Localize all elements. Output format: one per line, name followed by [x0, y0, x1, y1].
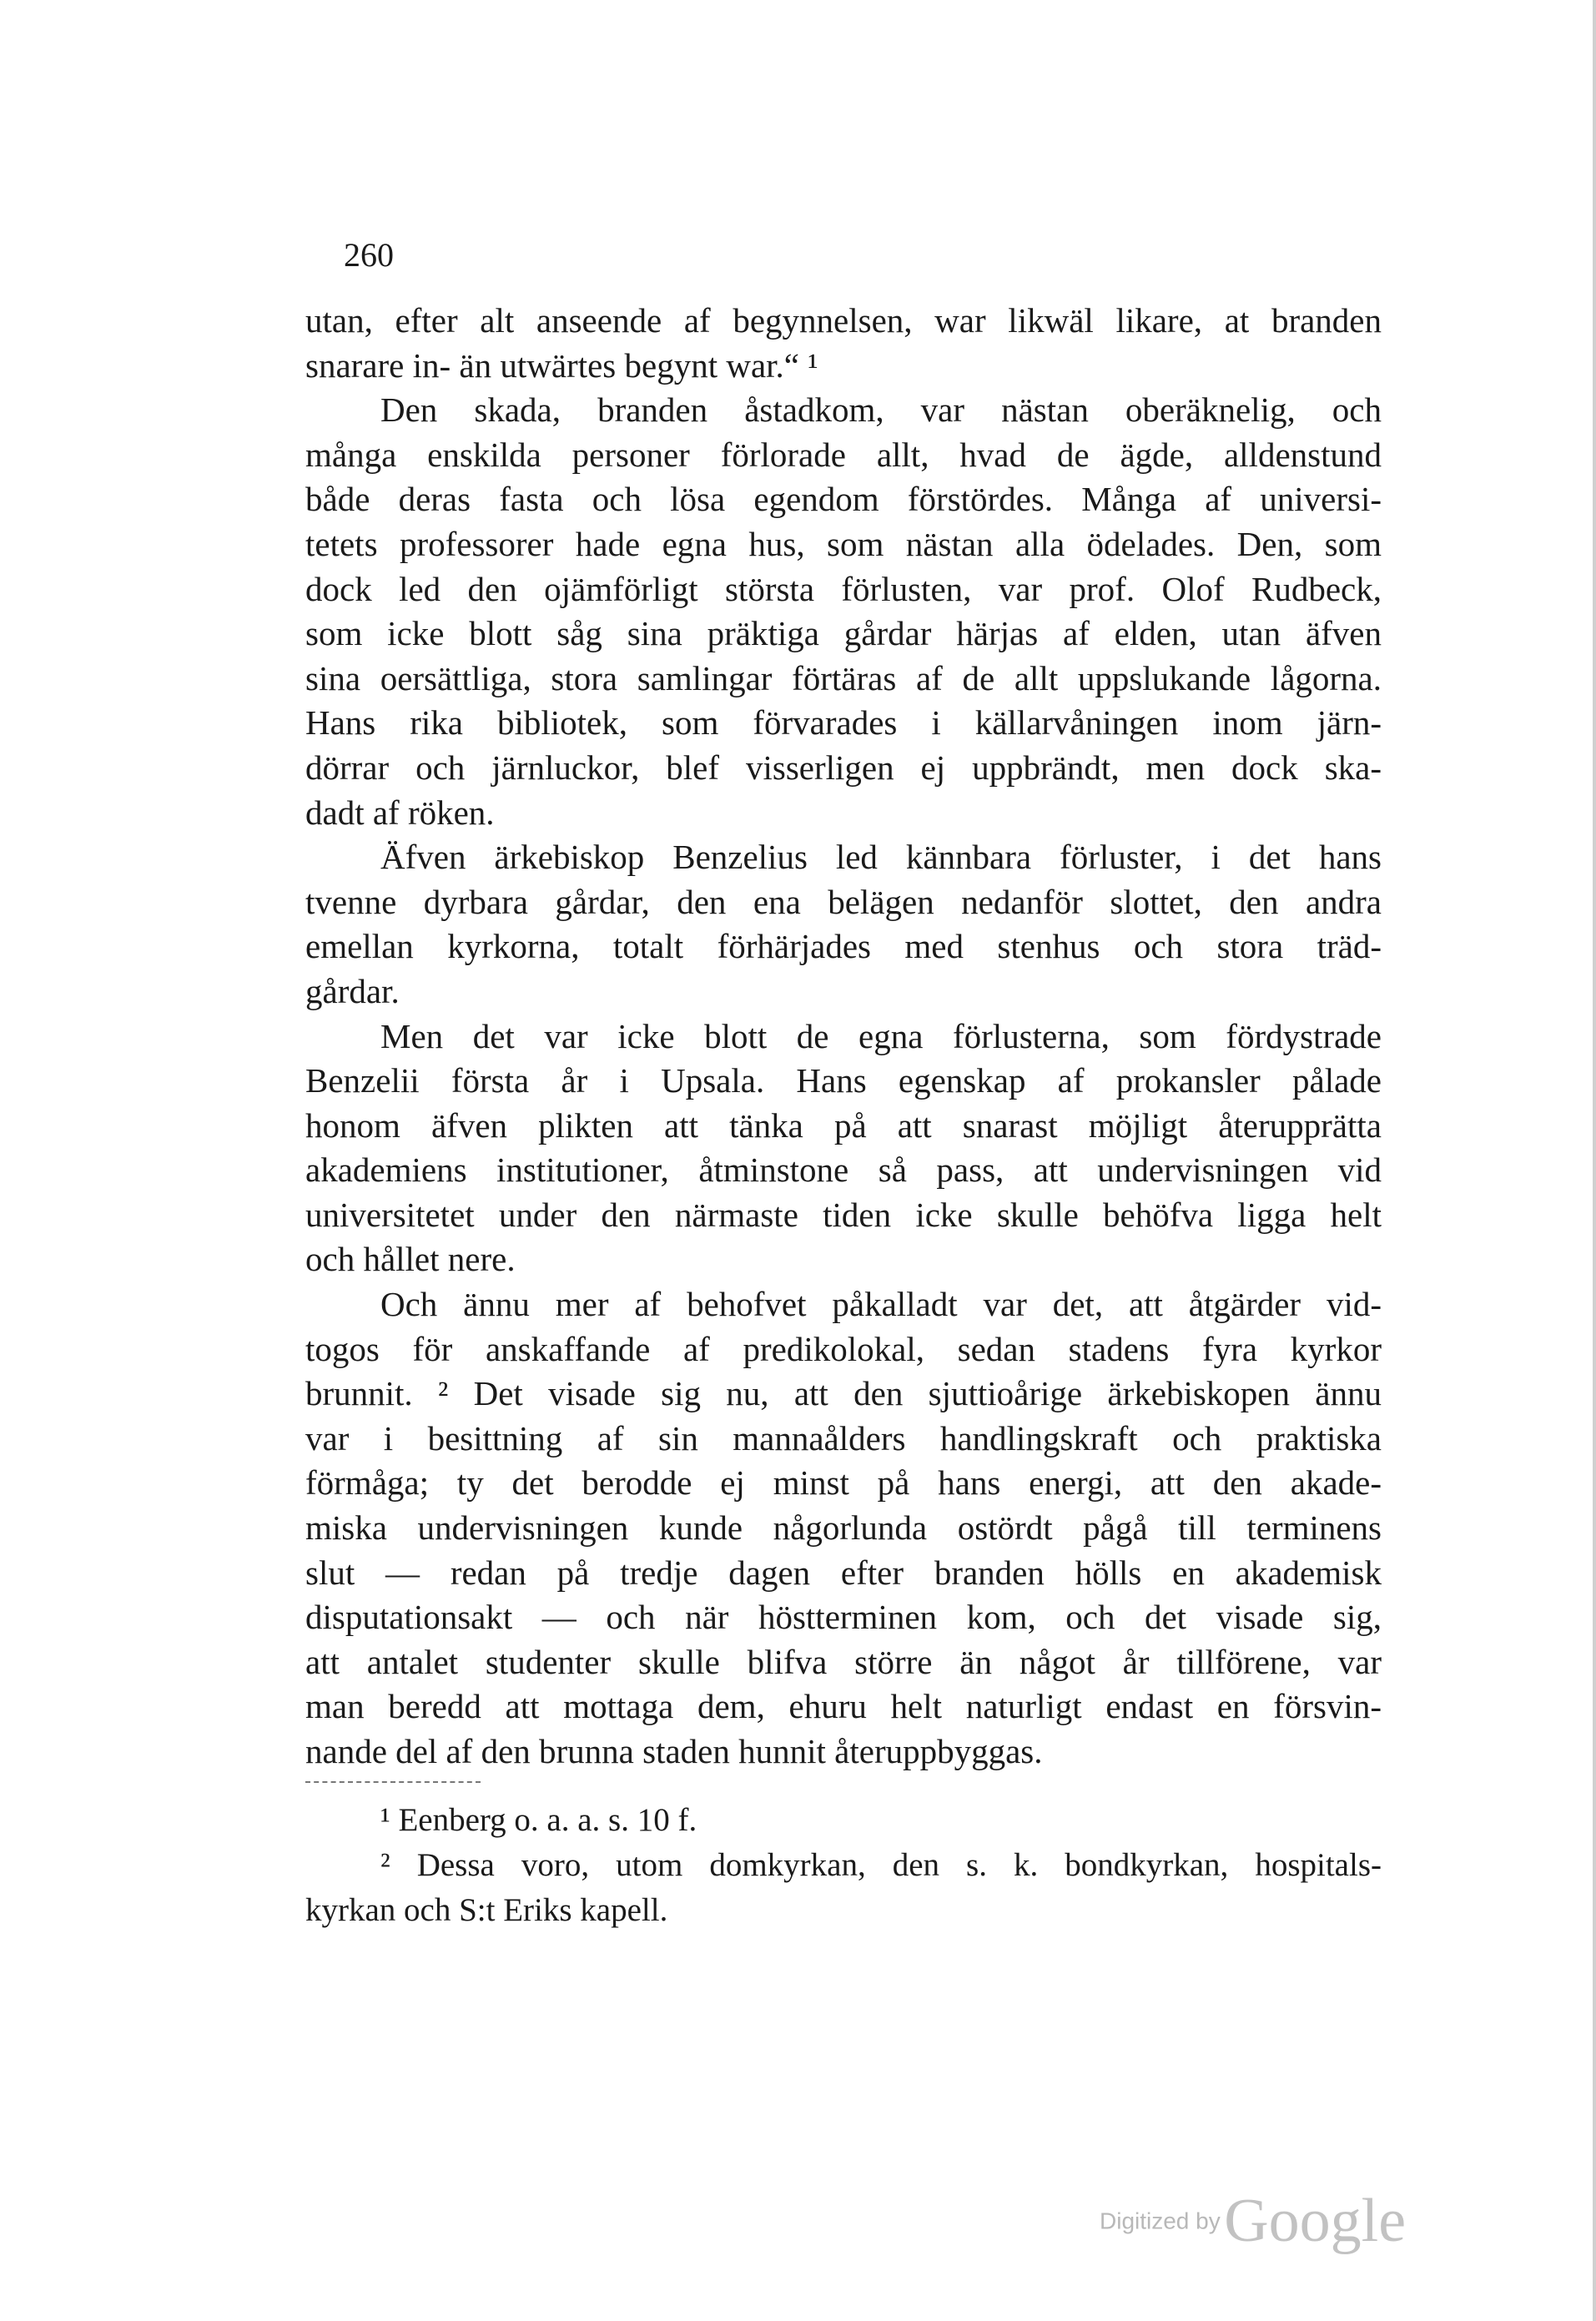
footnote-line: kyrkan och S:t Eriks kapell.: [305, 1892, 668, 1928]
text-line: utan, efter alt anseende af begynnelsen, war likwäl likare, at branden: [305, 301, 1382, 340]
footnote-line: ² Dessa voro, utom domkyrkan, den s. k. bondkyrkan, hospitals-: [380, 1847, 1382, 1883]
text-line: Den skada, branden åstadkom, var nästan oberäknelig, och: [380, 390, 1382, 430]
text-line: Och ännu mer af behofvet påkalladt var det, att åtgärder vid-: [380, 1285, 1382, 1324]
text-line: och hållet nere.: [305, 1240, 516, 1279]
text-line: många enskilda personer förlorade allt, hvad de ägde, alldenstund: [305, 435, 1382, 474]
text-line: förmåga; ty det berodde ej minst på hans energi, att den akade-: [305, 1463, 1382, 1503]
text-line: Hans rika bibliotek, som förvarades i källarvåningen inom järn-: [305, 703, 1382, 743]
text-line: gårdar.: [305, 971, 400, 1010]
text-line: tvenne dyrbara gårdar, den ena belägen nedanför slottet, den andra: [305, 882, 1382, 921]
text-line: dörrar och järnluckor, blef visserligen ej uppbrändt, men dock ska-: [305, 748, 1382, 787]
footnotes: [305, 1798, 1382, 1933]
text-line: universitetet under den närmaste tiden icke skulle behöfva ligga helt: [305, 1195, 1382, 1234]
text-line: brunnit. ² Det visade sig nu, att den sjuttioårige ärkebiskopen ännu: [305, 1374, 1382, 1413]
watermark-digitized-text: Digitized by: [1100, 2208, 1221, 2234]
text-line: akademiens institutioner, åtminstone så pass, att undervisningen vid: [305, 1150, 1382, 1190]
text-line: dock led den ojämförligt största förlusten, var prof. Olof Rudbeck,: [305, 569, 1382, 608]
text-line: snarare in- än utwärtes begynt war.“ ¹: [305, 345, 818, 385]
text-line: slut — redan på tredje dagen efter branden hölls en akademisk: [305, 1553, 1382, 1592]
watermark-google-logo: Google: [1224, 2187, 1407, 2255]
footnote-line: ¹ Eenberg o. a. a. s. 10 f.: [380, 1802, 697, 1838]
scan-edge: [1593, 0, 1596, 2321]
text-line: som icke blott såg sina präktiga gårdar härjas af elden, utan äfven: [305, 614, 1382, 653]
page-number: 260: [344, 236, 394, 274]
body-text: [305, 299, 1382, 1775]
text-line: var i besittning af sin mannaålders handlingskraft och praktiska: [305, 1418, 1382, 1458]
text-line: Men det var icke blott de egna förlusterna, som fördystrade: [380, 1016, 1382, 1055]
text-line: nande del af den brunna staden hunnit återuppbyggas.: [305, 1732, 1043, 1770]
text-line: Äfven ärkebiskop Benzelius led kännbara förluster, i det hans: [380, 838, 1382, 877]
text-line: emellan kyrkorna, totalt förhärjades med stenhus och stora träd-: [305, 927, 1382, 966]
text-line: honom äfven plikten att tänka på att snarast möjligt återupprätta: [305, 1105, 1382, 1145]
footnote-divider: [305, 1781, 481, 1783]
text-line: man beredd att mottaga dem, ehuru helt naturligt endast en försvin-: [305, 1687, 1382, 1726]
text-line: att antalet studenter skulle blifva större än något år tillförene, var: [305, 1642, 1382, 1681]
text-line: miska undervisningen kunde någorlunda ostördt pågå till terminens: [305, 1508, 1382, 1548]
text-line: tetets professorer hade egna hus, som nästan alla ödelades. Den, som: [305, 524, 1382, 563]
digitized-by-google-watermark: [1100, 2186, 1406, 2257]
text-line: sina oersättliga, stora samlingar förtäras af de allt uppslukande lågorna.: [305, 658, 1382, 697]
text-line: Benzelii första år i Upsala. Hans egenskap af prokansler pålade: [305, 1061, 1382, 1100]
text-line: både deras fasta och lösa egendom förstördes. Många af universi-: [305, 480, 1382, 519]
text-line: togos för anskaffande af predikolokal, sedan stadens fyra kyrkor: [305, 1329, 1382, 1368]
text-line: dadt af röken.: [305, 793, 495, 832]
text-line: disputationsakt — och när höstterminen kom, och det visade sig,: [305, 1598, 1382, 1637]
